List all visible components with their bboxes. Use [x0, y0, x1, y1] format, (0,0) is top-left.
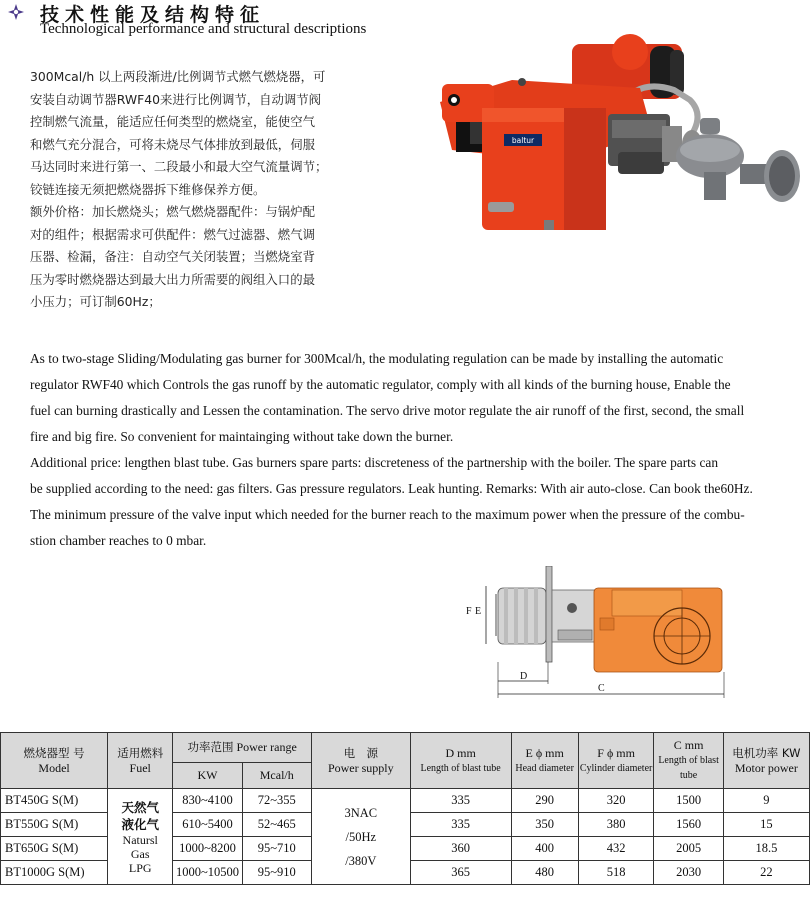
description-cn-line: 压为零时燃烧器达到最大出力所需要的阀组入口的最: [30, 271, 315, 287]
burner-product-photo: [412, 22, 810, 252]
dimension-label-f: F: [466, 606, 472, 617]
cell-c: 2030: [654, 861, 723, 885]
cell-motor: 18.5: [723, 837, 809, 861]
cell-d: 335: [410, 813, 511, 837]
header-e: E ϕ mm Head diameter: [511, 733, 578, 789]
dimension-label-e: E: [475, 606, 482, 617]
brand-label: baltur: [511, 136, 535, 145]
description-en-line: fire and big fire. So convenient for maintainging without take down the burner.: [30, 429, 454, 444]
description-cn-line: 马达同时来进行第一、二段最小和最大空气流量调节；: [30, 159, 328, 174]
cell-motor: 9: [723, 789, 809, 813]
cell-model: BT550G S(M): [1, 813, 108, 837]
description-en: [30, 346, 810, 554]
description-cn-line: 安装自动调节器RWF40来进行比例调节，自动调节阀: [30, 91, 322, 107]
cell-kw: 1000~8200: [173, 837, 242, 861]
description-en-line: regulator RWF40 which Controls the gas runoff by the automatic regulator, comply with all kinds of the burning house, Enable the: [30, 377, 731, 392]
dimension-label-d: D: [520, 671, 528, 682]
cell-model: BT450G S(M): [1, 789, 108, 813]
cell-kw: 1000~10500: [173, 861, 242, 885]
header-model: 燃烧器型 号 Model: [1, 733, 108, 789]
description-cn-line: 铰链连接无须把燃烧器拆下维修保养方便。: [30, 181, 266, 197]
cell-model: BT650G S(M): [1, 837, 108, 861]
bullet-icon: [8, 4, 24, 20]
description-en-line: The minimum pressure of the valve input which needed for the burner reach to the maximum power when the pressure of the combu-: [30, 507, 745, 522]
cell-power-supply: 3NAC /50Hz /380V: [311, 789, 410, 885]
cell-f: 518: [578, 861, 654, 885]
description-cn-line: 对的组件；根据需求可供配件：燃气过滤器、燃气调: [30, 226, 315, 242]
description-cn-line: 小压力；可订制60Hz；: [30, 294, 161, 309]
cell-d: 360: [410, 837, 511, 861]
page-title-cn: 技术性能及结构特征: [40, 4, 266, 26]
header-f: F ϕ mm Cylinder diameter: [578, 733, 654, 789]
description-cn-line: 控制燃气流量，能适应任何类型的燃烧室，能使空气: [30, 114, 315, 129]
description-en-line: stion chamber reaches to 0 mbar.: [30, 533, 207, 548]
cell-e: 480: [511, 861, 578, 885]
header-motor: 电机功率 KW Motor power: [723, 733, 809, 789]
cell-e: 350: [511, 813, 578, 837]
description-en-line: Additional price: lengthen blast tube. Gas burners spare parts: discreteness of the partnership with the boiler. The spare parts can: [30, 455, 719, 470]
header-power-supply: 电 源 Power supply: [311, 733, 410, 789]
cell-d: 365: [410, 861, 511, 885]
cell-e: 400: [511, 837, 578, 861]
cell-f: 320: [578, 789, 654, 813]
cell-fuel: 天然气 液化气 Natursl Gas LPG: [108, 789, 173, 885]
cell-motor: 15: [723, 813, 809, 837]
cell-mcal: 95~910: [242, 861, 311, 885]
description-en-line: As to two-stage Sliding/Modulating gas burner for 300Mcal/h, the modulating regulation can be made by installing the automatic: [30, 351, 724, 366]
header-power-range: 功率范围 Power range: [173, 733, 312, 763]
cell-kw: 830~4100: [173, 789, 242, 813]
header-fuel: 适用燃料 Fuel: [108, 733, 173, 789]
description-en-line: fuel can burning drastically and Lessen the contamination. The servo drive motor regulate the air runoff of the first, second, the small: [30, 403, 745, 418]
cell-f: 380: [578, 813, 654, 837]
description-cn-line: 和燃气充分混合，可将未烧尽气体排放到最低，伺服: [30, 136, 315, 152]
page-title-en: Technological performance and structural descriptions: [40, 21, 367, 37]
cell-mcal: 52~465: [242, 813, 311, 837]
cell-motor: 22: [723, 861, 809, 885]
cell-kw: 610~5400: [173, 813, 242, 837]
description-cn-line: 压器、检漏，备注：自动空气关闭装置；当燃烧室背: [30, 249, 315, 264]
header-c: C mm Length of blast tube: [654, 733, 723, 789]
cell-d: 335: [410, 789, 511, 813]
header-d: D mm Length of blast tube: [410, 733, 511, 789]
cell-c: 2005: [654, 837, 723, 861]
dimension-label-c: C: [598, 683, 605, 694]
cell-mcal: 72~355: [242, 789, 311, 813]
cell-model: BT1000G S(M): [1, 861, 108, 885]
description-en-line: be supplied according to the need: gas filters. Gas pressure regulators. Leak hunting. Remarks: With air auto-close. Can book the60Hz.: [30, 481, 753, 496]
cell-mcal: 95~710: [242, 837, 311, 861]
header-kw: KW: [173, 763, 242, 789]
cell-c: 1560: [654, 813, 723, 837]
header-mcal: Mcal/h: [242, 763, 311, 789]
table-row: [1, 789, 810, 813]
cell-c: 1500: [654, 789, 723, 813]
description-cn-line: 额外价格：加长燃烧头；燃气燃烧器配件：与锅炉配: [30, 204, 315, 219]
dimension-diagram: [462, 566, 732, 698]
description-cn: [30, 66, 386, 314]
specifications-table: [0, 732, 810, 885]
description-cn-line: 300Mcal/h 以上两段渐进/比例调节式燃气燃烧器，可: [30, 69, 326, 84]
cell-f: 432: [578, 837, 654, 861]
cell-e: 290: [511, 789, 578, 813]
